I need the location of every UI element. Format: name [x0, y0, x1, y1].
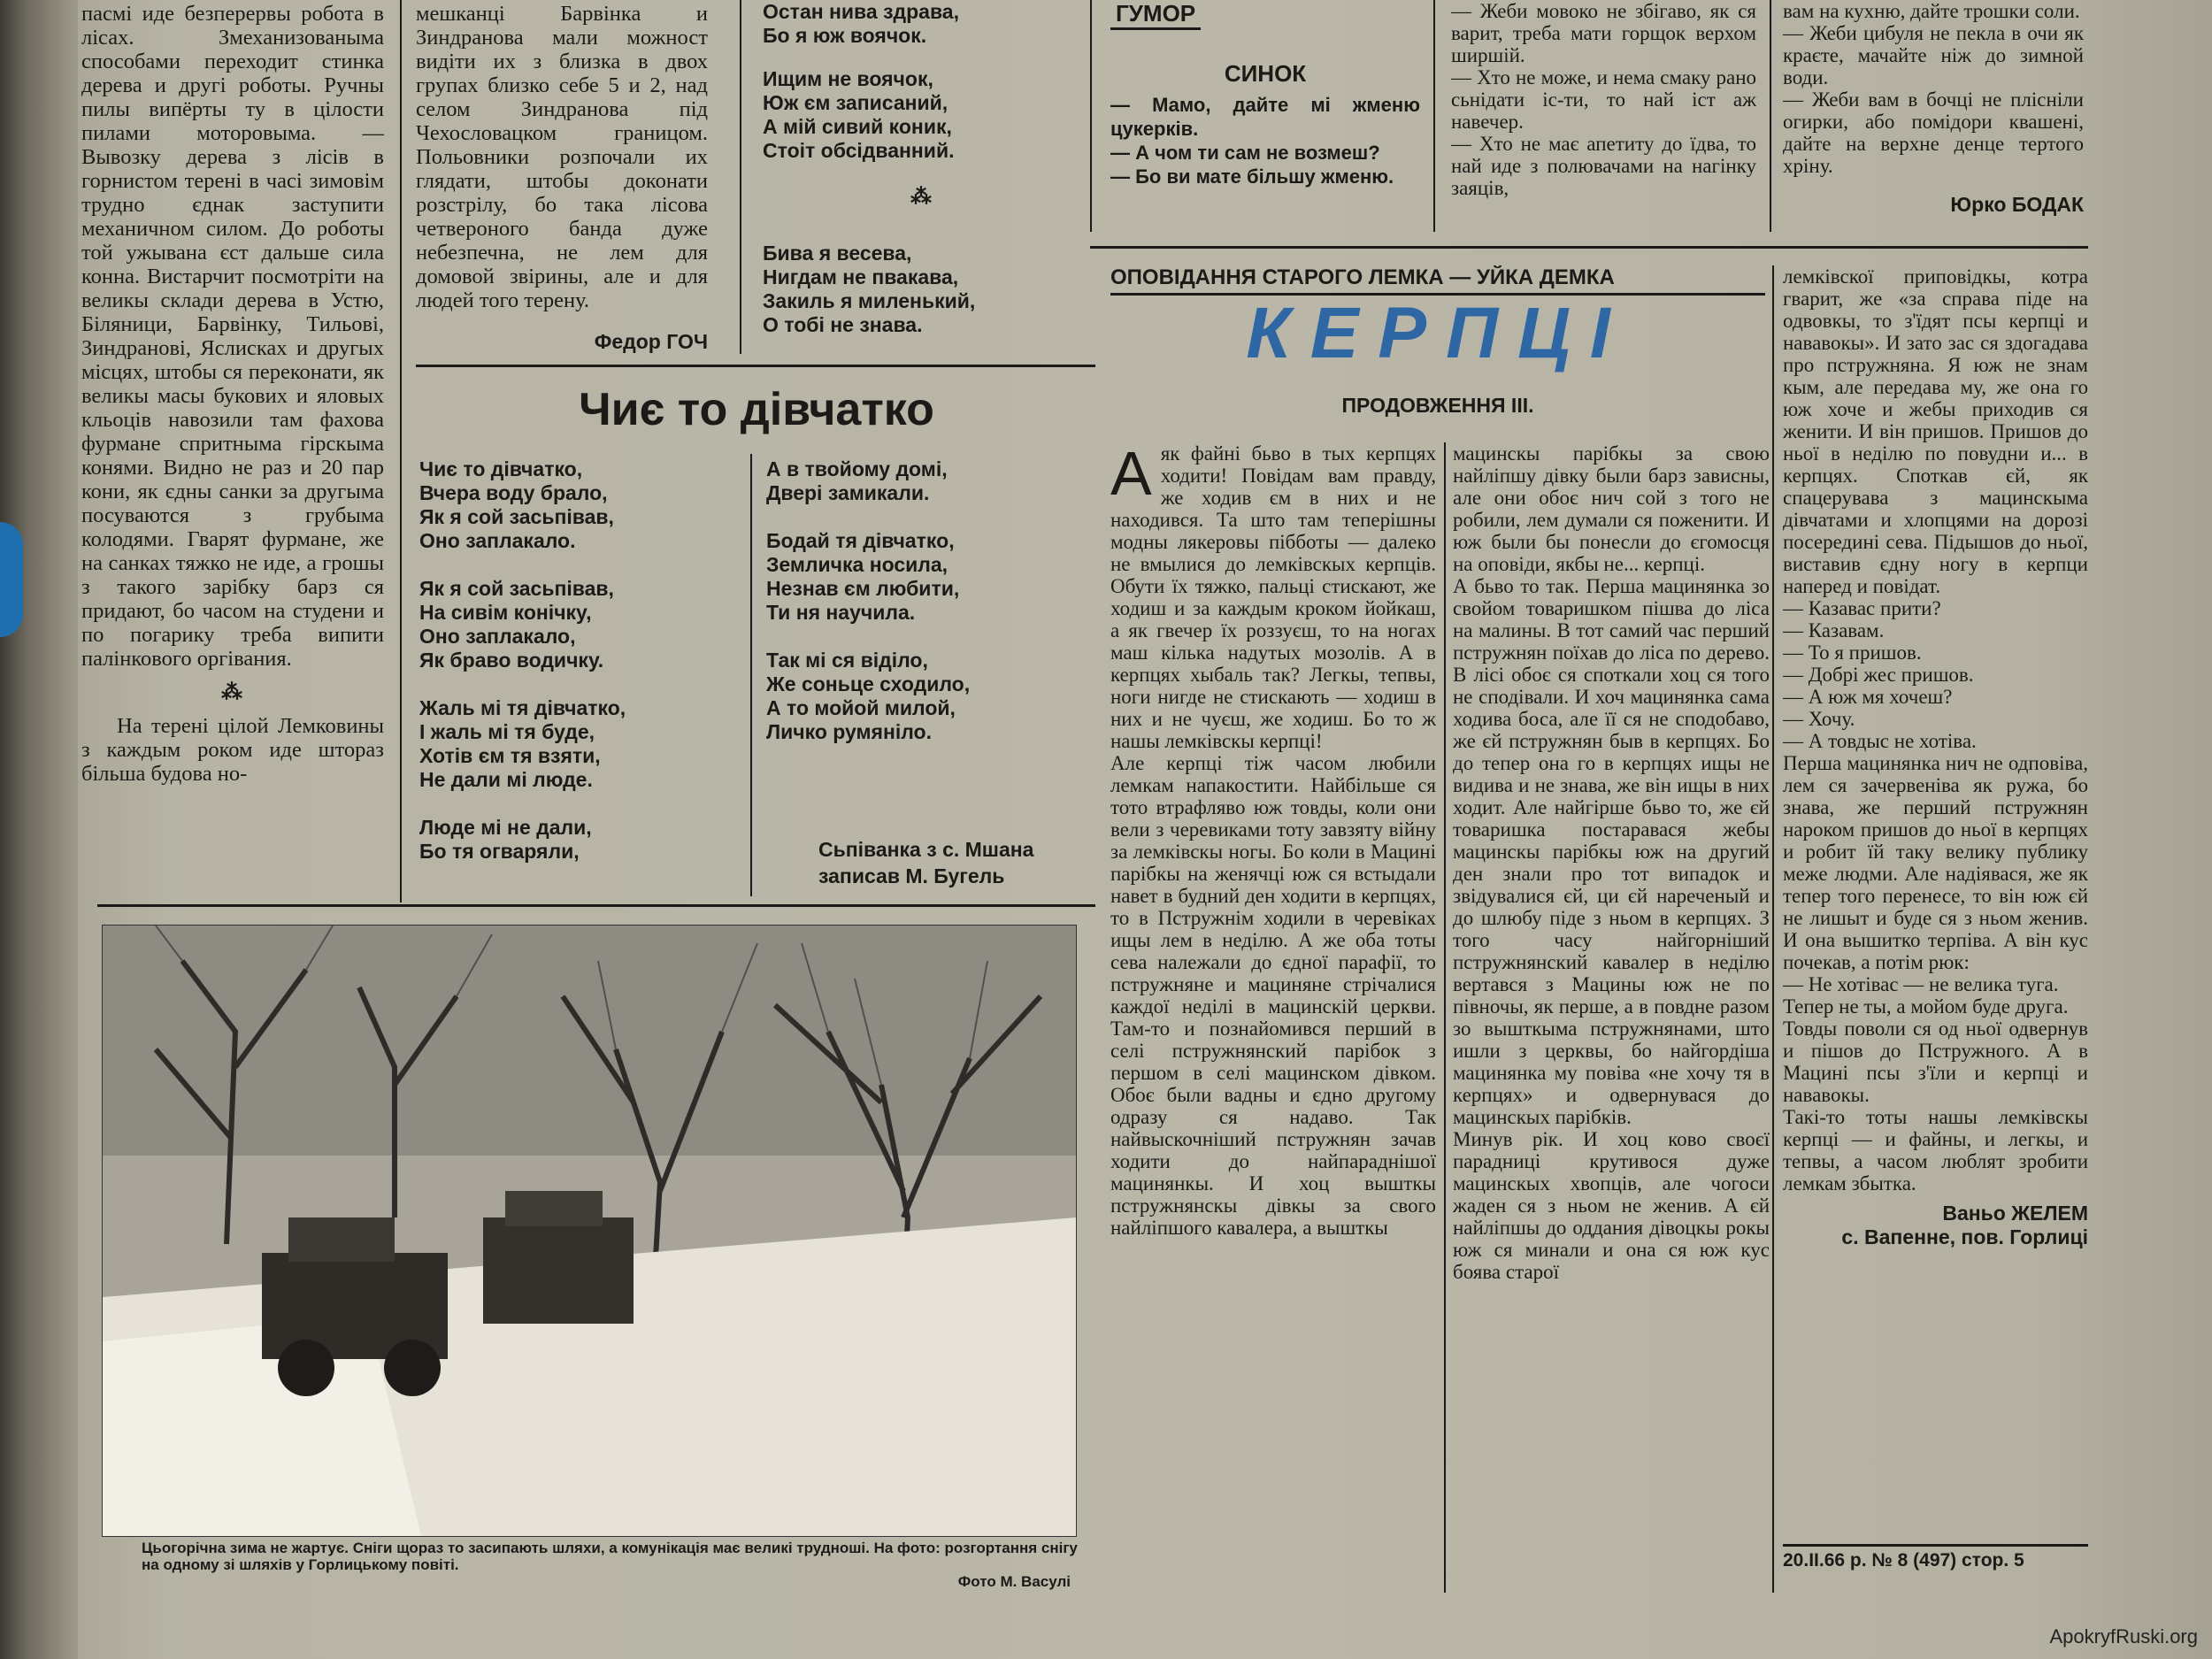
story-subtitle-block: [1110, 394, 1765, 429]
story-text-b: мацинскы парібкы за свою найліпшу дівку были барз зависны, але они обоє нич сой з того не робили, лем думали ся поженити. И юж были бы понесли до єгомосця на оповіди, якбы не... керпці. А бьво то так. Перша мацинянка зо свойом товаришком пішва до ліса на малины. В тот самий час перший пстружнян поїхав до ліса по дерево. В лісі обоє ся споткали хоц ся того не сподівали. И хоч мацинянка сама ходива боса, але її ся не сподобаво, же єй пстружнян быв в керпцях. Бо до тепер она го в керпцях ищы не видива и не знава, же він ищы в них ходит. Але найгірше бьво то, же єй товаришка постаравася жебы мацинскы парібкы юж на другий ден знали про тот випадок и звідувалися єй, ци єй нареченый и до шлюбу піде з ньом в керпцях. З того часу найгорніший пстружнянский кавалер в неділю вертався з Мацины юж не по півночы, як перше, а в повдне разом зо вышткыма пстружнянами, што ишли з церквы, бо найгордіша мацинянка му повіва «не хочу тя в керпцях» и одвернувася до мацинскых парібків. Минув рік. И хоц ково своєї парадниці крутивося дуже мацинскых хвопців, але чогоси жаден ся з ньом не женив. А єй найліпшы до оддания дівоцкы рокы юж ся минали и она ся юж кус боява старої: [1453, 442, 1770, 1283]
winter-road-photo: [102, 925, 1077, 1537]
story-text-a: як файні бьво в тых керпцях ходити! Повідам вам правду, же ходив єм в них и не находився. Та што там теперішны модны лякеровы пібботы — далеко не вмылися до лемківскых керпців. Обути їх тяжко, пальці стискают, же ходиш и за каждым кроком йойкаш, а як гвечер їх роззуєш, то на ногах маш кілька надутых мозолів. А в керпцях хыбаль так? Легкы, тепвы, ноги нигде не стискають — ходиш в них и не чуєш, же ходиш. Бо то ж нашы лемківскы керпці! Але керпці тіж часом любили лемкам напакостити. Найбільше ся тото втрафляво юж товды, коли они вели з черевиками тоту завзяту війну за лемківскы ногы. Бо коли в Мацині парібкы на женячці юж ся встыдали навет в будний ден ходити в керпцях, то в Пстружнім ходили в черевіках ищы лем в неділю. А же оба тоты сева належали до єдної парафії, то пстружняне и мациняне стрічалися каждої неділі в мацинскій церкви. Там-то и познайомився перший в селі пстружнянский парібок з першом в селі мацинском дівком. Обоє были вадны и єдно другому одразу ся надаво. Так найвыскочніший пстружнян зачав ходити до найпараднішої мацинянкы. И хоц вышткы пстружнянскы дівкы за свого найліпшого кавалера, а вышткы: [1110, 442, 1436, 1239]
song-section: [416, 376, 1097, 907]
song-recorder: записав М. Бугель: [818, 864, 1005, 887]
divider-stars: ⁂: [221, 681, 244, 704]
song-title: Чиє то дівчатко: [579, 384, 934, 435]
column-rule: [400, 0, 402, 902]
column-1-text-2: На терені цілой Лемковины з каждым роком иде штораз більша будова но-: [81, 714, 384, 786]
section-rule: [1090, 246, 2088, 249]
story-place: с. Вапенне, пов. Горлиці: [1841, 1225, 2088, 1248]
song-left-stanzas: Чиє то дівчатко, Вчера воду брало, Як я сой засьпівав, Оно заплакало. Як я сой засьпівав, На сивім конічку, Оно заплакало, Як браво водичку. Жаль мі тя дівчатко, І жаль мі тя буде, Хотів єм тя взяти, Не дали мі люде. Люде мі не дали, Бо тя огваряли,: [419, 457, 626, 863]
column-3-poem: [763, 0, 1081, 354]
column-rule: [1444, 442, 1446, 1593]
tips-text: — Жеби мовоко не збігаво, як ся варит, треба мати горщок верхом ширшій. — Хто не може, и нема смаку рано сьнідати іс-ти, то най іст аж навечер. — Хто не має апетиту до їдва, то най иде з полювачами на нагінку заяців,: [1451, 0, 1756, 199]
column-1-text: пасмі иде безперервы робота в лісах. Змеханизованыма способами переходит стинка дерева и другі роботы. Ручны пилы випёрты ту в цілости пилами моторовыма. — Вывозку дерева з лісів в горнистом терені в часі зимовім трудно єднак заступити механичном силом. До роботы той ужывана єст дальше сила конна. Вистарчит посмотріти на великы склади дерева в Устю, Біляници, Барвінку, Тильові, Зиндранові, Яслисках и другых місцях, штобы ся переконати, як великы масы букових и яловых кльоців навозили там фахова фурмане спритныма гірскыма конями. Видно не раз и 20 пар кони, як єдны санки за другыма посуваются з грубыма колодями. Гварят фурмане, же на санках тяжко не иде, а грошы з такого зарібку барз ся придают, бо часом на студени и по погарику треба випити палінкового оргівания.: [81, 2, 384, 671]
story-signature: Ваньо ЖЕЛЕМ: [1942, 1202, 2088, 1225]
tips-column-1: [1451, 0, 1756, 234]
photo-credit: Фото М. Васулі: [957, 1573, 1071, 1590]
tips-text: вам на кухню, дайте трошки соли. — Жеби цибуля не пекла в очи як краєте, мачайте ніж до зимной води. — Жеби вам в бочці не плісніли огирки, або помідори квашені, дайте на верхне денце тертого хріну.: [1783, 0, 2084, 177]
photo-caption-block: [142, 1540, 1079, 1646]
divider-stars: ⁂: [910, 186, 933, 209]
section-rule: [97, 904, 1095, 907]
song-source: Сьпіванка з с. Мшана: [818, 838, 1034, 861]
section-rule: [1783, 1544, 2088, 1547]
story-kicker: ОПОВІДАННЯ СТАРОГО ЛЕМКА — УЙКА ДЕМКА: [1110, 265, 1765, 296]
column-rule: [1433, 0, 1435, 232]
story-column-a: [1110, 442, 1436, 1593]
column-rule: [1772, 265, 1774, 1593]
column-rule: [1090, 0, 1092, 232]
column-2-signature: Федор ГОЧ: [594, 330, 708, 353]
snow-scene-drawing: [103, 926, 1076, 1536]
column-2: [416, 0, 708, 354]
story-title: КЕРПЦІ: [1246, 293, 1630, 373]
photo-caption: Цьогорічна зима не жартує. Сніги щораз то засипають шляхи, а комунікація має великі трудноші. На фото: розгортання снігу на одному зі шляхів у Горлицькому повіті.: [142, 1540, 1078, 1573]
column-rule: [750, 454, 752, 896]
footer-block: [1783, 1550, 2088, 1586]
story-column-b: [1453, 442, 1770, 1593]
song-right-stanzas: А в твойому домі, Двері замикали. Бодай тя дівчатко, Земличка носила, Незнав єм любити, Ти ня научила. Так мі ся віділо, Же соньце сходило, А то мойой милой, Личко румяніло.: [766, 457, 971, 743]
story-title-block: [1110, 292, 1765, 407]
watermark: ApokryfRuski.org: [2049, 1625, 2198, 1647]
tips-column-2: [1783, 0, 2084, 252]
story-column-c: [1783, 265, 2088, 1540]
section-rule: [416, 365, 1095, 367]
humor-section: [1110, 0, 1420, 234]
issue-footer: 20.II.66 р. № 8 (497) стор. 5: [1783, 1550, 2024, 1571]
humor-text: — Мамо, дайте мі жменю цукерків. — А чом ти сам не возмеш? — Бо ви мате більшу жменю.: [1110, 94, 1420, 188]
poem-stanza: Бива я весева, Нигдам не пвакава, Закиль я миленький, О тобі не знава.: [763, 242, 976, 336]
column-rule: [740, 0, 741, 354]
tips-signature: Юрко БОДАК: [1950, 193, 2084, 216]
page-binding: [0, 0, 78, 1659]
story-subtitle: ПРОДОВЖЕННЯ III.: [1341, 394, 1534, 417]
humor-label: ГУМОР: [1110, 0, 1201, 30]
column-2-text: мешканці Барвінка и Зиндранова мали можност видіти их з близка в двох групах близко себе 5 и 2, над селом Зиндранова під Чехословацком границом. Польовники розпочали их глядати, штобы доконати розстрілу, бо така лісова четвероного банда дуже небезпечна, не лем для домовой звірины, але и для людей того терену.: [416, 2, 708, 312]
poem-stanza: Остан нива здрава, Бо я юж воячок.: [763, 0, 959, 47]
story-dropcap: А: [1110, 442, 1152, 508]
humor-title: СИНОК: [1224, 60, 1307, 87]
poem-stanza: Ищим не воячок, Юж єм записаний, А мій сивий коник, Стоіт обсідванний.: [763, 67, 955, 162]
column-rule: [1770, 0, 1771, 232]
column-1: [81, 0, 384, 894]
story-text-c: лемківскої приповідкы, котра гварит, же «за справа піде на одвовкы, то з'їдят псы керпці и нававокы». И зато зас ся здогадава про пстружняна. Я юж не знам кым, але передава му, же она го юж хоче и жебы приходив ся женити. И він пришов. Пришов до ньої в неділю по повудни и... в керпцях. Споткав єй, як спацерувава з мацинскыма дівчатами и хлопцями на дорозі посередині сева. Підышов до ньої, виставив єдну ногу в керпци наперед и повідат. — Казавас прити? — Казавам. — То я пришов. — Добрі жес пришов. — А юж мя хочеш? — Хочу. — А товдыс не хотіва. Перша мацинянка нич не одповіва, лем ся зачервеніва як ружа, бо знава, же перший пстружнян нароком пришов до ньої в керпцях и робит їй таку велику публику меже людми. Але надіявася, же як тепер того перенесе, то він юж єй не лишыт и буде ся з ньом женив. И она вышитко терпіва. А він кус почекав, а потім рюк: — Не хотівас — не велика туга. Тепер не ты, а мойом буде друга. Товды поволи ся од ньої одвернув и пішов до Пстружного. А в Мацині псы з'їли и керпці и нававокы. Такі-то тоты нашы лемківскы керпці — и файны, и легкы, и тепвы, а часом люблят зробити лемкам збытка.: [1783, 265, 2088, 1194]
blue-sticker: [0, 522, 23, 637]
